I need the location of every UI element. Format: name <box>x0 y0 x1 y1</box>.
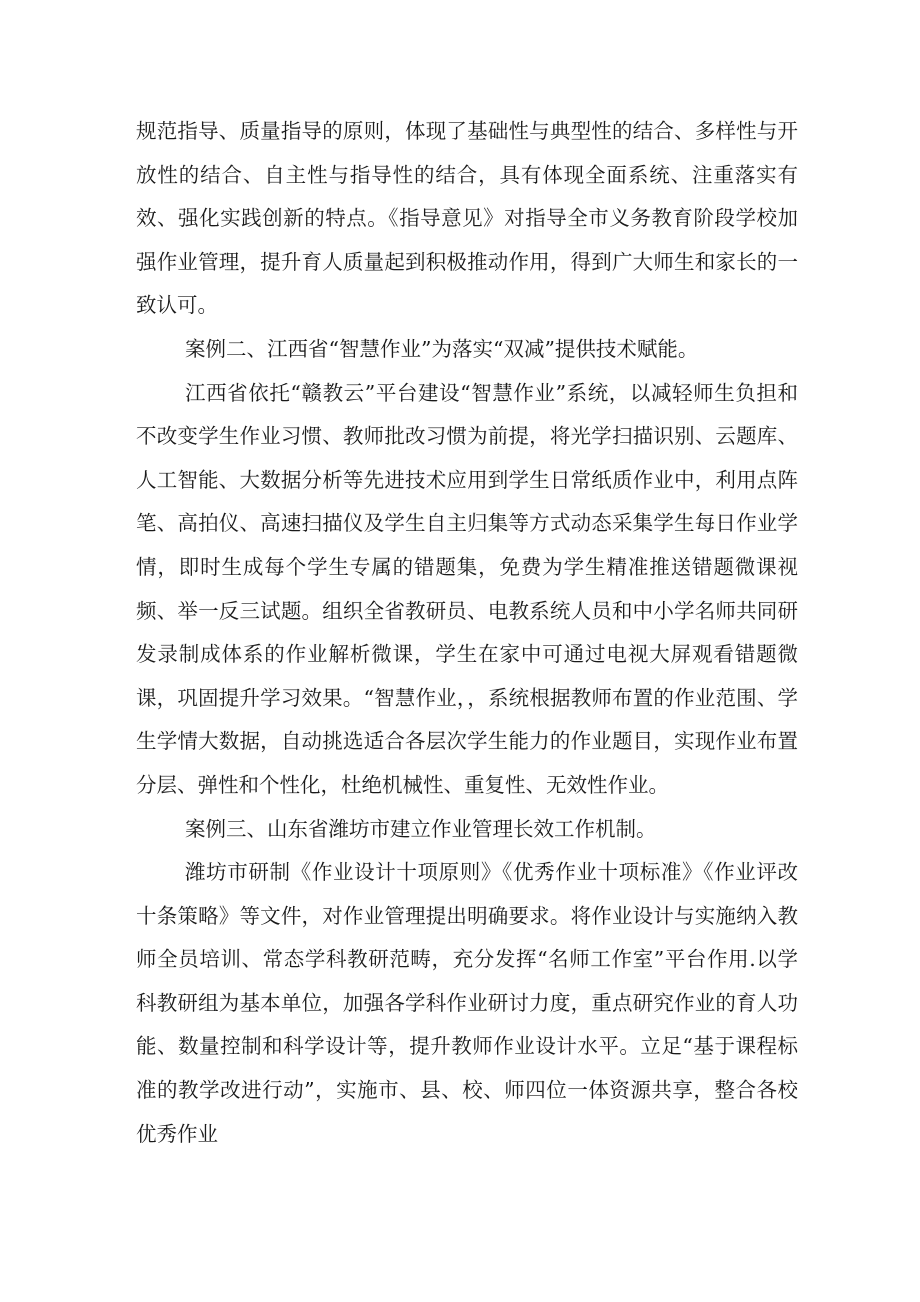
case-two-heading: 案例二、江西省“智慧作业”为落实“双减”提供技术赋能。 <box>185 336 699 361</box>
document-body <box>136 110 798 1156</box>
paragraph-continuation: 规范指导、质量指导的原则，体现了基础性与典型性的结合、多样性与开放性的结合、自主性与指导性的结合，具有体现全面系统、注重落实有效、强化实践创新的特点。《指导意见》对指导全市义务教育阶段学校加强作业管理，提升育人质量起到积极推动作用，得到广大师生和家长的一致认可。 <box>136 119 798 318</box>
paragraph-jiangxi-smart-homework: 江西省依托“赣教云”平台建设“智慧作业”系统，以减轻师生负担和不改变学生作业习惯、教师批改习惯为前提，将光学扫描识别、云题库、人工智能、大数据分析等先进技术应用到学生日常纸质作业中，利用点阵笔、高拍仪、高速扫描仪及学生自主归集等方式动态采集学生每日作业学情，即时生成每个学生专属的错题集，免费为学生精准推送错题微课视频、举一反三试题。组织全省教研员、电教系统人员和中小学名师共同研发录制成体系的作业解析微课，学生在家中可通过电视大屏观看错题微课，巩固提升学习效果。“智慧作业，，系统根据教师布置的作业范围、学生学情大数据，自动挑选适合各层次学生能力的作业题目，实现作业布置分层、弹性和个性化，杜绝机械性、重复性、无效性作业。 <box>136 380 798 797</box>
case-three-heading: 案例三、山东省潍坊市建立作业管理长效工作机制。 <box>185 816 657 841</box>
paragraph-weifang-homework-mechanism: 潍坊市研制《作业设计十项原则》《优秀作业十项标准》《作业评改十条策略》等文件，对作业管理提出明确要求。将作业设计与实施纳入教师全员培训、常态学科教研范畴，充分发挥“名师工作室”平台作用.以学科教研组为基本单位，加强各学科作业研讨力度，重点研究作业的育人功能、数量控制和科学设计等，提升教师作业设计水平。立足“基于课程标准的教学改进行动”，实施市、县、校、师四位一体资源共享，整合各校优秀作业 <box>136 860 798 1146</box>
